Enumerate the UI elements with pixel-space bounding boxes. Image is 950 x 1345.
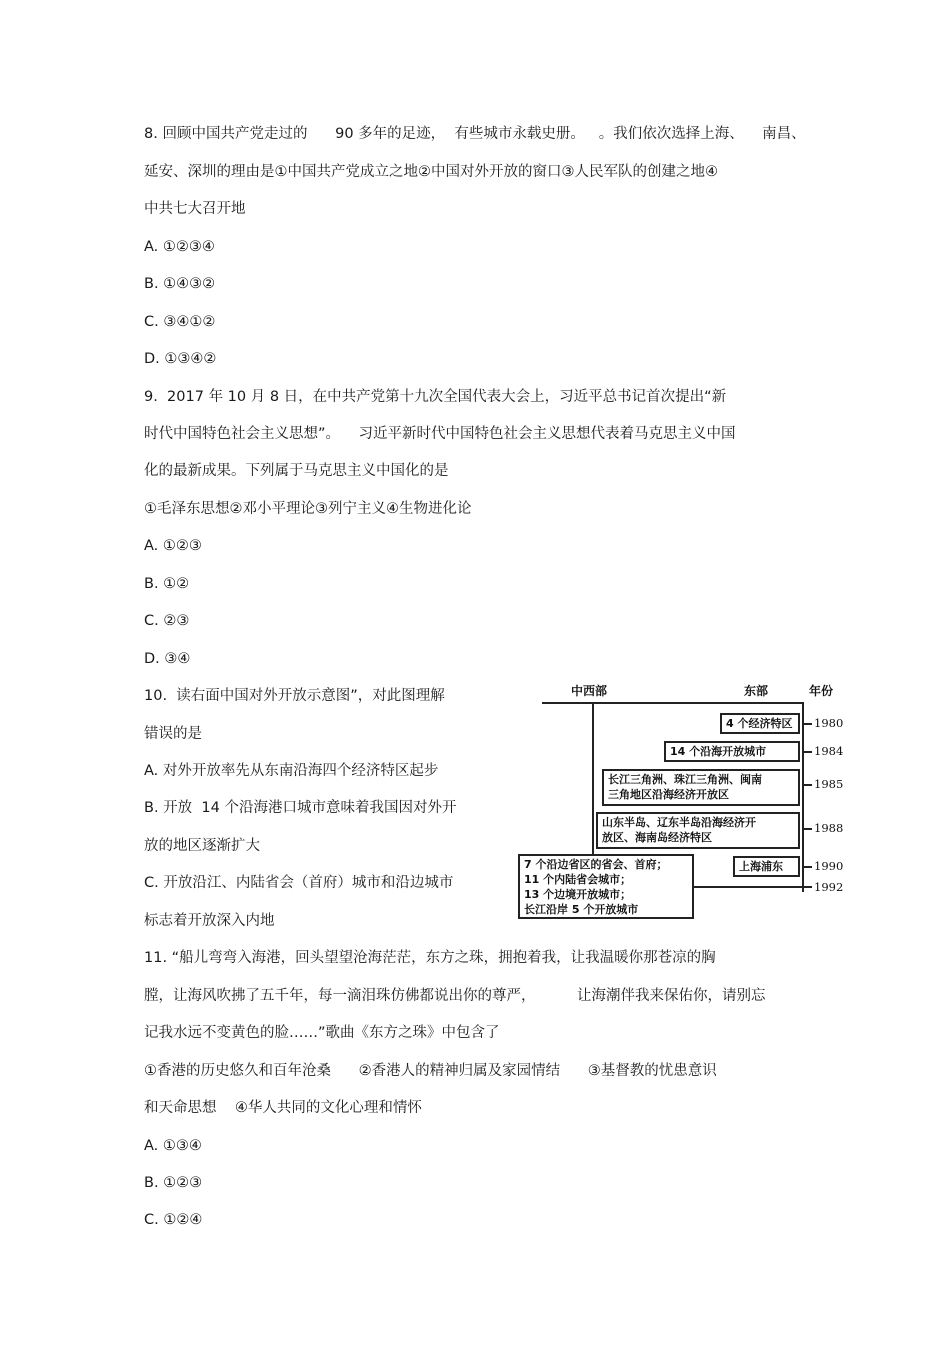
q11-stem-line3: 记我水远不变黄色的脸……”歌曲《东方之珠》中包含了 bbox=[144, 1025, 500, 1041]
diagram-box-1988: 山东半岛、辽东半岛沿海经济开 放区、海南岛经济特区 bbox=[596, 812, 800, 849]
year-tick bbox=[802, 751, 812, 753]
diagram-year-axis bbox=[802, 702, 804, 892]
diagram-box-1992: 7 个沿边省区的省会、首府； 11 个内陆省会城市； 13 个边境开放城市； 长江沿岸 5 个开放城市 bbox=[518, 854, 694, 919]
diagram-header-east: 东部 bbox=[744, 684, 769, 698]
q10-option-b-line1: B. 开放 14 个沿海港口城市意味着我国因对外开 bbox=[144, 800, 457, 816]
diagram-box-1980: 4 个经济特区 bbox=[720, 713, 800, 734]
diagram-header-mid-west: 中西部 bbox=[571, 684, 608, 698]
q10-stem-line2: 错误的是 bbox=[144, 726, 202, 742]
diagram-box-1984: 14 个沿海开放城市 bbox=[664, 741, 800, 762]
q10-option-c-line1: C. 开放沿江、内陆省会（首府）城市和沿边城市 bbox=[144, 875, 454, 891]
q11-option-a: A. ①③④ bbox=[144, 1138, 202, 1154]
q10-option-b-line2: 放的地区逐渐扩大 bbox=[144, 838, 260, 854]
q9-stem-line3: 化的最新成果。下列属于马克思主义中国化的是 bbox=[144, 463, 449, 479]
q10-option-c-line2: 标志着开放深入内地 bbox=[144, 913, 275, 929]
year-tick bbox=[802, 866, 812, 868]
diagram-midwest-axis bbox=[592, 702, 594, 857]
q11-option-c: C. ①②④ bbox=[144, 1212, 203, 1228]
q8-stem-line2: 延安、深圳的理由是①中国共产党成立之地②中国对外开放的窗口③人民军队的创建之地④ bbox=[144, 164, 718, 180]
opening-up-diagram bbox=[516, 680, 846, 925]
q8-option-d: D. ①③④② bbox=[144, 351, 217, 367]
q9-option-c: C. ②③ bbox=[144, 613, 190, 629]
year-label-1990: 1990 bbox=[814, 859, 844, 873]
q9-option-a: A. ①②③ bbox=[144, 538, 202, 554]
diagram-top-line bbox=[542, 702, 804, 704]
year-label-1985: 1985 bbox=[814, 777, 844, 791]
diagram-header-year: 年份 bbox=[809, 684, 834, 698]
q9-stem-line1: 9. 2017 年 10 月 8 日，在中共产党第十九次全国代表大会上，习近平总书记首次提出“新 bbox=[144, 389, 727, 405]
q9-stem-line2: 时代中国特色社会主义思想”。 习近平新时代中国特色社会主义思想代表着马克思主义中国 bbox=[144, 426, 736, 442]
q8-stem-line1: 8. 回顾中国共产党走过的 90 多年的足迹， 有些城市永载史册。 。我们依次选择上海、 南昌、 bbox=[144, 126, 806, 142]
year-label-1988: 1988 bbox=[814, 821, 844, 835]
q11-choices-line1: ①香港的历史悠久和百年沧桑 ②香港人的精神归属及家园情结 ③基督教的忧患意识 bbox=[144, 1063, 717, 1079]
q11-choices-line2: 和天命思想 ④华人共同的文化心理和情怀 bbox=[144, 1100, 422, 1116]
year-tick bbox=[802, 828, 812, 830]
year-tick bbox=[802, 723, 812, 725]
q11-stem-line1: 11. “船儿弯弯入海港，回头望望沧海茫茫，东方之珠，拥抱着我，让我温暖你那苍凉的胸 bbox=[144, 950, 716, 966]
q10-stem-line1: 10. 读右面中国对外开放示意图”，对此图理解 bbox=[144, 688, 445, 704]
q9-option-d: D. ③④ bbox=[144, 651, 191, 667]
year-tick bbox=[802, 784, 812, 786]
year-label-1980: 1980 bbox=[814, 716, 844, 730]
q9-choices-line: ①毛泽东思想②邓小平理论③列宁主义④生物进化论 bbox=[144, 501, 472, 517]
q11-stem-line2: 膛，让海风吹拂了五千年，每一滴泪珠仿佛都说出你的尊严， 让海潮伴我来保佑你，请别忘 bbox=[144, 988, 766, 1004]
diagram-box-1990: 上海浦东 bbox=[733, 856, 800, 877]
q10-option-a: A. 对外开放率先从东南沿海四个经济特区起步 bbox=[144, 763, 439, 779]
diagram-box-1985: 长江三角洲、珠江三角洲、闽南 三角地区沿海经济开放区 bbox=[602, 769, 800, 806]
year-tick bbox=[694, 886, 812, 888]
q8-option-b: B. ①④③② bbox=[144, 276, 216, 292]
q8-option-a: A. ①②③④ bbox=[144, 239, 215, 255]
year-label-1992: 1992 bbox=[814, 880, 844, 894]
q8-option-c: C. ③④①② bbox=[144, 314, 216, 330]
q8-stem-line3: 中共七大召开地 bbox=[144, 201, 246, 217]
q11-option-b: B. ①②③ bbox=[144, 1175, 203, 1191]
year-label-1984: 1984 bbox=[814, 744, 844, 758]
q9-option-b: B. ①② bbox=[144, 576, 190, 592]
